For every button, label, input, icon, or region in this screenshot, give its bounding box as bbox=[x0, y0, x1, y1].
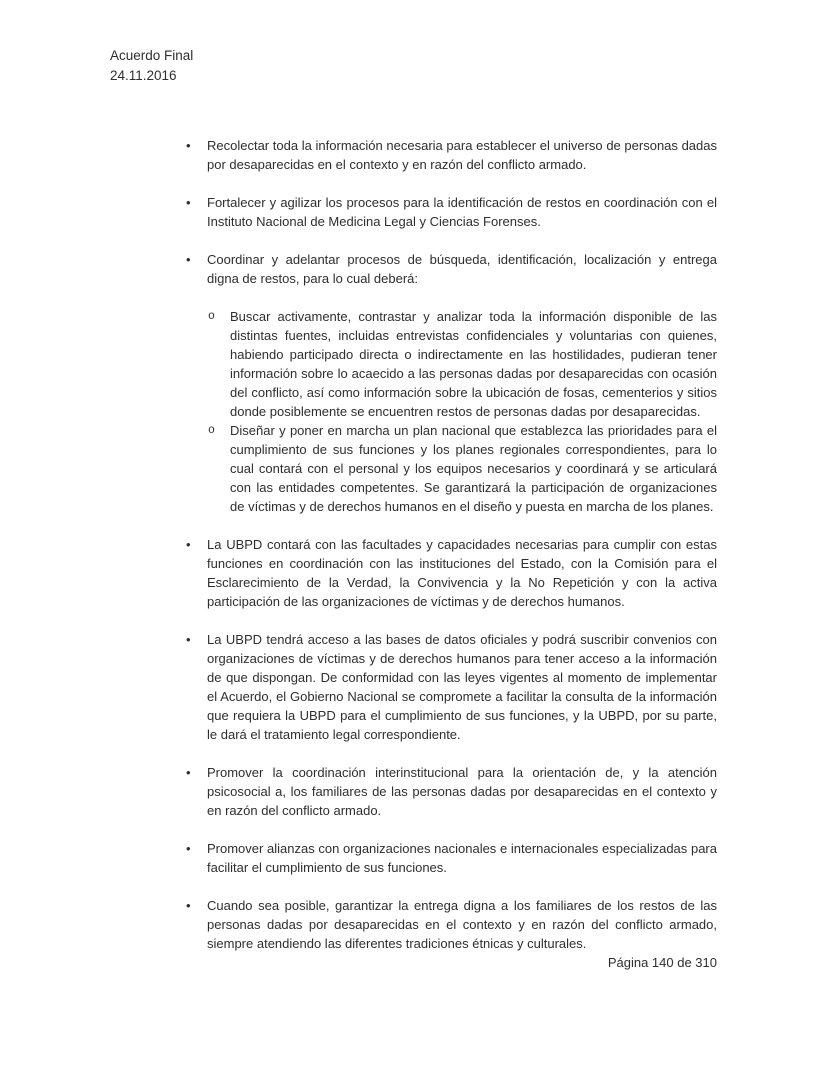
bullet-item bbox=[186, 250, 717, 288]
bullet-item bbox=[186, 763, 717, 820]
document-date: 24.11.2016 bbox=[110, 68, 177, 83]
bullet-text: Recolectar toda la información necesaria para establecer el universo de personas dadas por desaparecidas en el contexto y en razón del conflicto armado. bbox=[207, 138, 717, 172]
bullet-item bbox=[186, 630, 717, 744]
document-header bbox=[110, 46, 717, 86]
sub-bullet-text: Buscar activamente, contrastar y analizar toda la información disponible de las distintas fuentes, incluidas entrevistas confidenciales y voluntarias con quienes, habiendo participado directa o indirectamente en las hostilidades, pudieran tener información sobre lo acaecido a las personas dadas por desaparecidas con ocasión del conflicto, así como información sobre la ubicación de fosas, cementerios y sitios donde posiblemente se encuentren restos de personas dadas por desaparecidas. bbox=[230, 309, 717, 419]
bullet-item bbox=[186, 136, 717, 174]
page-number: Página 140 de 310 bbox=[607, 955, 717, 970]
bullet-icon: • bbox=[186, 898, 191, 913]
bullet-icon: • bbox=[186, 138, 191, 153]
bullet-item bbox=[186, 839, 717, 877]
sub-bullet-text: Diseñar y poner en marcha un plan nacional que establezca las prioridades para el cumplimiento de sus funciones y los planes regionales correspondientes, para lo cual contará con el personal y los equipos necesarios y coordinará y se articulará con las entidades competentes. Se garantizará la participación de organizaciones de víctimas y de derechos humanos en el diseño y puesta en marcha de los planes. bbox=[230, 423, 717, 514]
bullet-text: La UBPD contará con las facultades y capacidades necesarias para cumplir con estas funciones en coordinación con las instituciones del Estado, con la Comisión para el Esclarecimiento de la Verdad, la Convivencia y la No Repetición y con la activa participación de las organizaciones de víctimas y de derechos humanos. bbox=[207, 537, 717, 609]
sub-bullet-icon: o bbox=[208, 310, 215, 323]
bullet-icon: • bbox=[186, 195, 191, 210]
bullet-text: Coordinar y adelantar procesos de búsqueda, identificación, localización y entrega digna de restos, para lo cual deberá: bbox=[207, 252, 717, 286]
bullet-icon: • bbox=[186, 537, 191, 552]
bullet-icon: • bbox=[186, 632, 191, 647]
bullet-text: La UBPD tendrá acceso a las bases de datos oficiales y podrá suscribir convenios con organizaciones de víctimas y de derechos humanos para tener acceso a la información de que dispongan. De conformidad con las leyes vigentes al momento de implementar el Acuerdo, el Gobierno Nacional se compromete a facilitar la consulta de la información que requiera la UBPD para el cumplimiento de sus funciones, y la UBPD, por su parte, le dará el tratamiento legal correspondiente. bbox=[207, 632, 717, 742]
bullet-icon: • bbox=[186, 841, 191, 856]
bullet-item bbox=[186, 896, 717, 953]
bullet-item bbox=[186, 193, 717, 231]
sub-bullet-item bbox=[208, 421, 717, 516]
bullet-item bbox=[186, 535, 717, 611]
document-title: Acuerdo Final bbox=[110, 48, 194, 63]
bullet-icon: • bbox=[186, 252, 191, 267]
bullet-text: Fortalecer y agilizar los procesos para la identificación de restos en coordinación con el Instituto Nacional de Medicina Legal y Ciencias Forenses. bbox=[207, 195, 717, 229]
bullet-text: Promover alianzas con organizaciones nacionales e internacionales especializadas para facilitar el cumplimiento de sus funciones. bbox=[207, 841, 717, 875]
sub-bullet-item bbox=[208, 307, 717, 421]
document-body bbox=[186, 136, 717, 953]
bullet-icon: • bbox=[186, 765, 191, 780]
bullet-text: Cuando sea posible, garantizar la entrega digna a los familiares de los restos de las personas dadas por desaparecidas en el contexto y en razón del conflicto armado, siempre atendiendo las diferentes tradiciones étnicas y culturales. bbox=[207, 898, 717, 951]
sub-bullet-icon: o bbox=[208, 424, 215, 437]
bullet-text: Promover la coordinación interinstitucional para la orientación de, y la atención psicosocial a, los familiares de las personas dadas por desaparecidas en el contexto y en razón del conflicto armado. bbox=[207, 765, 717, 818]
